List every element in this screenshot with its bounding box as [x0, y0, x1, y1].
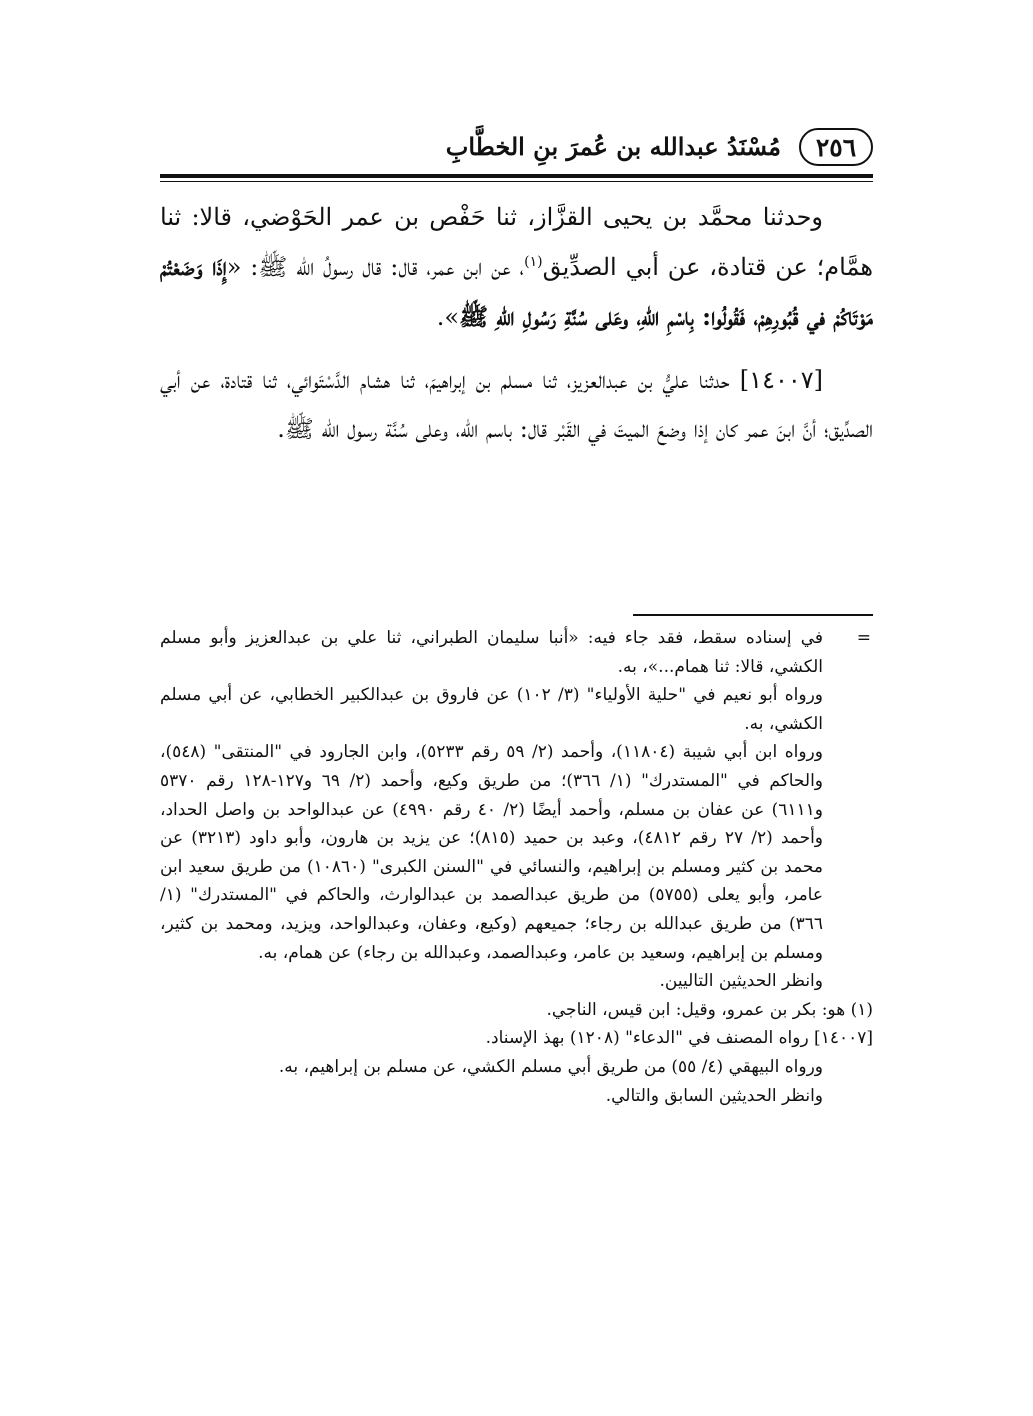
- footnote-continuation: [160, 624, 873, 996]
- hadith-paragraph-1: [160, 193, 873, 342]
- para1-end: ».: [436, 303, 460, 331]
- hadith-paragraph-2: [160, 356, 873, 454]
- footnote-line: وانظر الحديثين التاليين.: [659, 971, 823, 992]
- para2-text: حدثنا عليُّ بن عبدالعزيز، ثنا مسلم بن إبراهيمَ، ثنا هشام الدَّسْتَوائي، ثنا قتادة، عن أبي الصدِّيق؛ أنَّ ابنَ عمر كان إذا وضعَ الميتَ في القَبْر قال: باسم الله، وعلى سُنَّة رسول الله ﷺ.: [160, 366, 873, 443]
- main-text: [160, 193, 873, 454]
- page-number: ٢٥٦: [799, 128, 873, 166]
- header-rule-thin: [160, 181, 873, 182]
- header-rule-thick: [160, 174, 873, 178]
- footnote-line: في إسناده سقط، فقد جاء فيه: «أنبا سليمان الطبراني، ثنا علي بن عبدالعزيز وأبو مسلم الكشي، قالا: ثنا همام...»، به.: [160, 628, 823, 677]
- footnote-separator: [633, 614, 873, 616]
- running-title: مُسْنَدُ عبدالله بن عُمرَ بنِ الخطَّابِ: [445, 132, 781, 161]
- footnote-line: ورواه أبو نعيم في "حلية الأولياء" (٣/ ١٠٢) عن فاروق بن عبدالكبير الخطابي، عن أبي مسلم الكشي، به.: [160, 685, 823, 734]
- continuation-mark: =: [856, 628, 871, 648]
- footnote-14007-c: وانظر الحديثين السابق والتالي.: [605, 1085, 823, 1106]
- para1-text: وحدثنا محمَّد بن يحيى القزَّاز، ثنا حَفْص بن عمر الحَوْضي، قالا: ثنا همَّام؛ عن قتادة، عن أبي الصدِّيق: [160, 203, 873, 281]
- page-header: [160, 122, 873, 174]
- footnote-1: (١) هو: بكر بن عمرو، وقيل: ابن قيس، الناجي.: [546, 999, 873, 1020]
- para1-text2: ، عن ابن عمر، قال: قال رسولُ الله ﷺ: «: [226, 253, 525, 281]
- hadith-number: [١٤٠٠٧]: [739, 366, 823, 394]
- footnote-line: ورواه ابن أبي شيبة (١١٨٠٤)، وأحمد (٢/ ٥٩ رقم ٥٢٣٣)، وابن الجارود في "المنتقى" (٥٤٨)، والحاكم في "المستدرك" (١/ ٣٦٦)؛ من طريق وكيع، وأحمد (٢/ ٦٩ و١٢٧-١٢٨ رقم ٥٣٧٠ و٦١١١) عن عفان بن مسلم، وأحمد أيضًا (٢/ ٤٠ رقم ٤٩٩٠) عن عبدالواحد بن واصل الحداد، وأحمد (٢/ ٢٧ رقم ٤٨١٢)، وعبد بن حميد (٨١٥)؛ عن يزيد بن هارون، وأبو داود (٣٢١٣) عن محمد بن كثير ومسلم بن إبراهيم، والنسائي في "السنن الكبرى" (١٠٨٦٠) من طريق سعيد ابن عامر، وأبو يعلى (٥٧٥٥) من طريق عبدالصمد بن عبدالوارث، والحاكم في "المستدرك" (١/ ٣٦٦) من طريق عبدالله بن رجاء؛ جميعهم (وكيع، وعفان، وعبدالواحد، ويزيد، ومحمد بن كثير، ومسلم بن إبراهيم، وسعيد بن عامر، وعبدالصمد، وعبدالله بن رجاء) عن همام، به.: [160, 742, 824, 963]
- footnote-14007: [١٤٠٠٧] رواه المصنف في "الدعاء" (١٢٠٨) بهذ الإسناد.: [485, 1028, 873, 1049]
- footnote-ref-1: (١): [524, 254, 543, 270]
- footnotes: [160, 624, 873, 1110]
- hadith-matn: إِذَا وَضَعْتُمْ مَوْتَاكُمْ في قُبُورِهِمْ، فَقُولُوا: بِاسْمِ اللهِ، وعَلى سُنَّةِ رَسُولِ اللهِ ﷺ: [160, 252, 873, 331]
- footnote-14007-b: ورواه البيهقي (٤/ ٥٥) من طريق أبي مسلم الكشي، عن مسلم بن إبراهيم، به.: [278, 1056, 823, 1077]
